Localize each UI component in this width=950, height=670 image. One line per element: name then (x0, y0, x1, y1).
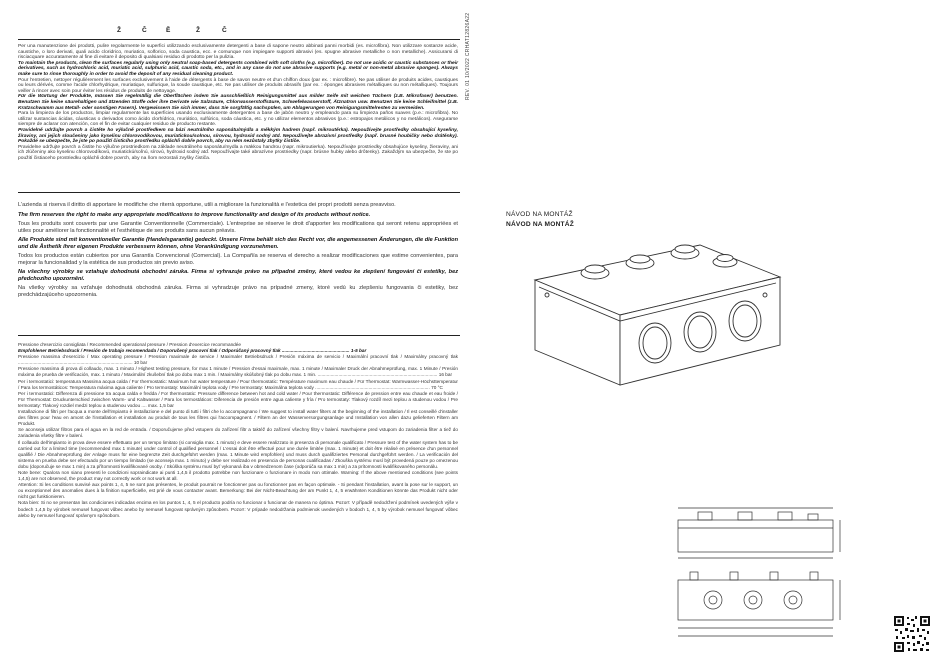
dimension-drawings (668, 500, 868, 650)
spec-line: Pressione d'esercizio consigliata / Recommended operational pressure / Pression d'exercice recommandée (18, 342, 241, 347)
spec-line: Per i termostatici: Differenza di pressione tra acqua calda e fredda / For thermostatic: Pressure difference between hot and cold water / Pour thermostatic: Différence de pression entre eau chaude et eau froide / Für Thermostat: Druckunterschied zwischen Warm- und Kaltwasser / Para los termostáticos: Diferencia de presión entre agua caliente y fría / Pro termostaty: Tlakový rozdíl mezi teplou a studenou vodou / Pre termostaty: Tlakový rozdiel medzi teplou a studenou vodou .... max. 1,5 bar (18, 390, 458, 408)
spec-line: Per i termostatici: temperatura Massima acqua calda / For thermostatic: Maximum hot water temperature / Pour thermostatic: Température maximum eau chaude / Für Thermostat: Warmwasser-Höchsttemperatur / Para los termostáticos: Temperatura máxima agua caliente / Pro termostaty: Maximální teplota vody / Pre termostaty: Maximálna teplota vody ........................................................................................ 70 °C (18, 378, 458, 390)
qr-code (893, 615, 931, 653)
symbol: Č (142, 27, 147, 34)
revision-code: REV. 01 10/2022 CRHAT12826A22 (465, 12, 471, 100)
notice-paragraph-it: L'azienda si riserva il diritto di apportare le modifiche che riterrà opportune, utili a migliorare la funzionalità e l'estetica dei propri prodotti senza preavviso. (18, 202, 396, 208)
symbol: Ž (196, 27, 200, 34)
care-paragraph-cz: Pravidelně udržujte povrch a čistěte ho výlučně prostředkem na bázi neutrálního saponátu/mýdla a měkkým hadrem (např. mikroutěrka). Nepoužívejte prostředky obsahující kyseliny, žíraviny, ani jejich sloučeniny jako kyselinu chlorovodíkovou, muriatickou/solnou, sírovou, hydroxid sodný atd. Nepoužívejte abrazivní prostředky (např. brusné houbičky nebo drátěnky). Pokaždé se ubezpečte, že jste po použití čisticího prostředku opláchli dobře povrch, aby na něm nezůstaly zbytky čističe. (18, 127, 458, 145)
symbol: Č (222, 27, 227, 34)
mid-divider (18, 192, 460, 193)
care-paragraph-en: To maintain the products, clean the surfaces regularly using only neutral soap-based detergents combined with soft cloths (e.g. microfiber). Do not use acidic or caustic substances or their derivatives, such as hydrochloric acid, muriatic acid, sulphuric acid, caustic soda, etc., and in any case do not use abrasive supports (e.g. metal or non-metal abrasive sponges). Always make sure to rinse thoroughly in order to avoid the deposit of any residual cleaning product. (18, 60, 458, 77)
notice-section (18, 202, 458, 301)
notice-paragraph-sk: Na všetky výrobky sa vzťahuje dohodnutá obchodná záruka. Firma si vyhradzuje právo na prípadné zmeny, ktoré vedú ku zlepšeniu fungovania či estetiky, bez predchádzajúceho upozornenia. (18, 285, 458, 298)
spec-section (18, 342, 458, 519)
notice-paragraph-de: Alle Produkte sind mit konventioneller Garantie (Handelsgarantie) gedeckt. Unsere Firma behält sich das Recht vor, die angemessenen Änderungen, die die Funktion und die Ästhetik ihrer eigenen Produkte verbessern können, ohne Vorankündigung vorzunehmen. (18, 237, 458, 250)
spec-line: Empfohlener Betriebsdruck / Presión de trabajo recomendada / Doporučený pracovní tlak / Odporúčaný pracovný tlak .................................................... 1-5 bar (18, 348, 367, 354)
care-paragraph-sk: Pravidelne udržujte povrch a čistite ho výlučne prostriedkom na základe neutrálneho saponátu/mydla a mäkkou handrou (napr. mikroutierka). Nepoužívajte prostriedky obsahujúce kyseliny, žieraviny, ani ich zlúčeniny ako kyselinu chlorovodíkovú, muriatickú/soľnú, sírovú, hydroxid sodný atď. Nepoužívajte také abrazívne prostriedky (napr. brúsne hubky alebo drôtenky). Zakaždým sa ubezpečte, že ste po použití čistiaceho prostriedku opláchli dobre povrch, aby na ňom nezostali zvyšky čističa. (18, 144, 458, 161)
care-section (18, 44, 458, 161)
language-symbols (18, 27, 318, 37)
notice-paragraph-fr: Tous les produits sont couverts par une Garantie Conventionnelle (Commerciale). L'entreprise se réserve le droit d'apporter les modifications qui seront retenu appropriées et utiles pour améliorer la fonctionnalité et l'esthétique de ses produits sans aucun préavis. (18, 221, 458, 234)
spec-line: Il collaudo dell'impianto in prova deve essere effettuato per un tempo limitato (si consiglia max. 1 minuto) e deve essere realizzato in presenza di personale qualificato / Pressure test of the water system has to be carried out for a limited time (recommended max 1 minute) under control of qualified personnel / L'essai doit être effectué pour une durée limitée (max. 1 minute) et doit être réalisé en présence d'un personnel qualifié / Die Abnahmeprüfung der Anlage muss für eine begrenzte Zeit durchgeführt werden (max. 1 Minute wird empfohlen) und muss durch qualifiziertes Personal durchgeführt werden. / La verificación del sistema en prueba debe ser efectuado por un tiempo limitado (se aconseja max. 1 minuto) y debe ser realizado en presencia de personas cualificadas / Zkouška systému musí být provedená pouze po omezenou dobu (doporučuje se max 1 min) a za přítomnosti kvalifikované osoby. / Skúška systému musí byť vykonaná iba v obmedzenom čase (odporúča sa max 1 min) a za prítomnosti kvalifikovaného personálu. (18, 439, 458, 469)
spec-divider (18, 335, 460, 336)
spec-line: Nota bien: Si no se presentan las condiciones indicadas encima en los puntos 1, 4, 5 el producto podría no funcionar o funcionar de manera no óptima. Pozor!: V případě nedodržení podmínek uvedených výše v bodech 1,4,5 by výrobek nemusel fungovat vůbec anebo by nemusel fungovat správným způsobem. Pozor!: V prípade nedodržania podmienok uvedených v bodoch 1, 4, 5 by výrobok nemusel fungovať vôbec alebo by nemusel fungovať správnym spôsobom. (18, 500, 458, 518)
product-box-drawing (525, 225, 795, 395)
care-paragraph-es: Para la limpieza de los productos, limpiar regularmente las superficies usando exclusivamente detergentes a base de jabón neutro y empleando para su limpieza paños suaves (p.e.: microfibra). No utilizar sustancias ácidas, cáusticas o derivados como ácido clorhídrico, muriático, sulfúrico, soda cáustica, etc. y no utilizar elementos abrasivos (p.e.: estropajos metálicos y no metálicos). Asegurarse siempre de aclarar con atención, con el fin de evitar cualquier residuo de producto restante. (18, 111, 458, 128)
notice-paragraph-en: The firm reserves the right to make any appropriate modifications to improve functionality and design of its products without notice. (18, 211, 371, 218)
symbol: Ž (117, 27, 121, 34)
spec-line: Note bene: Qualora non siano presenti le condizioni sopraindicate ai punti 1,4,5 il prodotto potrebbe non funzionare o funzionare in modo non ottimale. Warning: If the above mentioned conditions (see points 1,4,5) are not observed, the product may not correctly work or not work at all. (18, 469, 458, 482)
care-paragraph-de: Für die Wartung der Produkte, müssen Sie regelmäßig die Oberflächen indem Sie ausschließlich Reinigungsmittel aus milder Seife mit weichen Tüchern (z.B. Mikrofaser) benutzen. Benutzen Sie keine säurehaltigen und ätzenden Stoffe oder ihre Derivate wie Salzsäure, Chlorwasserstoffsäure, Schwefelwasserstoff, Ätznatron usw. Benutzen Sie keine Schleifmittel (z.B. Kratzschwamm aus Metall- oder sonstigen Fasern). Vergewissern Sie sich immer, dass Sie sorgfältig nachspülen, um Ablagerungen von Reinigungsmittelresten zu vermeiden. (18, 94, 458, 111)
top-divider (18, 39, 460, 40)
manual-title: NÁVOD NA MONTÁŽ (506, 211, 573, 218)
spec-line: Pressione massima di prova di collaudo, max. 1 minuto / Highest testing pressure, for max 1 minute / Pression d'essai maximale, max. 1 minute / Maximaler Druck der Abnahmeprüfung, max. 1 Minute / Presión máxima de prueba de verificación, max. 1 minuto / Maximální zkušební tlak po dobu max 1 min. / Maximálny skúšobný tlak po dobu max. 1 min. ............................................................................................ 16 bar (18, 366, 458, 378)
spec-line: Pressione massima d'esercizio / Max operating pressure / Pression maximale de service / Maximaler Betriebsdruck / Presión máxima de servicio / Maximální pracovní tlak / Maximálny pracovný tlak ........................................................................................ 10 bar (18, 354, 458, 366)
care-paragraph-fr: Pour l'entretien, nettoyer régulièrement les surfaces exclusivement à l'aide de détergents à base de savon neutre et d'un chiffon doux (par ex. : microfibre). Ne pas utiliser de produits acides, caustiques ou leurs dérivés, comme l'acide chlorhydrique, muriatique, sulfurique, la soude caustique, etc. Ne pas utiliser de produits abrasifs (par ex. : éponges abrasives métalliques ou non métalliques). Toujours veiller à rincer avec soin pour éviter les résidus de produits de nettoyage. (18, 77, 458, 94)
spec-line: Attention: Si les conditions susvisé aux points 1, 4, 5 ne sont pas présentes, le produit pourrait ne fonctionner pas ou fonctionner pas en façon optimale. - Si pendant l'installation, avant la pose sur le support, un ou exceptionnel des anomalies dues à la finition superficielle, est prié de vous contacter avant. Bemerkung: Bei der Nicht-Beachtung der am Punkt 1, 4, 5 erwähnten Konditionen könnte das Produkt nicht oder nicht gut funktionieren. (18, 482, 458, 500)
symbol: Ě (166, 27, 171, 34)
notice-paragraph-cz: Na všechny výrobky se vztahuje dohodnutá obchodní záruka. Firma si vyhrazuje právo na případné změny, které vedou ke zlepšení fungování či estetiky, bez předchozího upozornění. (18, 269, 458, 282)
notice-paragraph-es: Todos los productos están cubiertos por una Garantía Convencional (Comercial). La Compañía se reserva el derecho a realizar modificaciones que estime convenientes, para mejorar la funcionalidad y la estética de sus productos sin previo aviso. (18, 253, 458, 266)
manual-title-bold: NÁVOD NA MONTÁŽ (506, 221, 574, 228)
care-paragraph-it: Per una manutenzione dei prodotti, pulire regolarmente le superfici utilizzando esclusivamente detergenti a base di sapone neutro abbinati panni morbidi (es. microfibra). Non utilizzare sostanze acide, caustiche, o loro derivati, quali acido cloridrico, muriatico, solforico, soda caustica, ecc. e comunque non impiegare supporti abrasivi (es. spugne abrasive metalliche o non metalliche). Assicurarsi di risciacquare accuratamente al fine di evitare il deposito di qualsiasi residuo di prodotto per la pulizia. (18, 44, 458, 61)
spec-line: Se aconseja utilizar filtros para el agua en la red de entrada. / Doporučujeme před vstupem do zařízení filtr a taktéž do zařízení všechny filtry v balení. Navrhujeme pred vstupom do zariadenia filter a tiež do zariadenia všetky filtre v balení. (18, 427, 458, 439)
spec-line: Installazione di filtri per l'acqua a monte dell'impianto è installazione e del punto di tutti i filtri che lo accompagnano / We suggest to install water filters at the beginning of the installation / Il est conseillé d'installer des filtres pour l'eau en amont de l'installation et installation au produit de tous les filtres qui l'accompagnent. / Filtern an der Wasserversorgungsanlage und Installation von allen dazu gelieferten Filtern am Produkt. (18, 409, 458, 427)
